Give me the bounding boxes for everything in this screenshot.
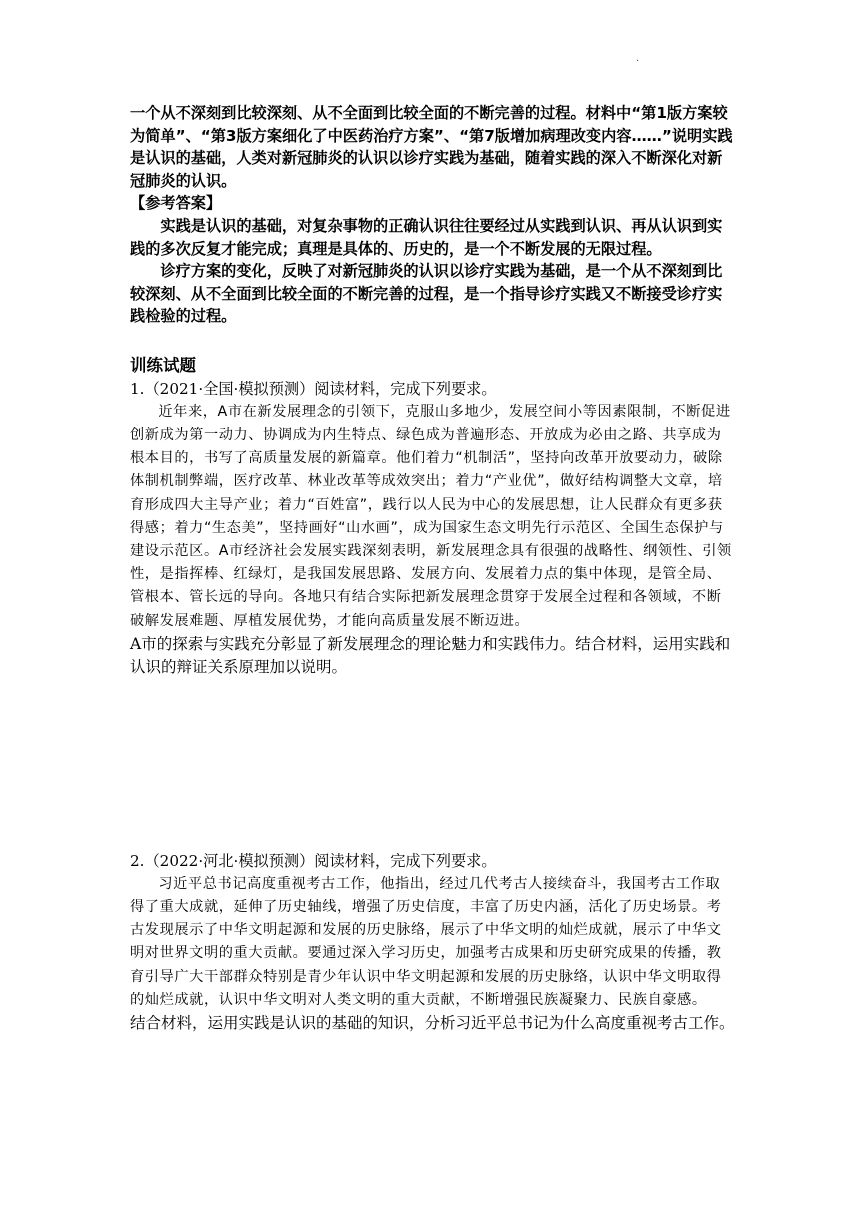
- analysis-block: [130, 102, 735, 328]
- question-2-material: 习近平总书记高度重视考古工作，他指出，经过几代考古人接续奋斗，我国考古工作取得了重大成就，延伸了历史轴线，增强了历史信度，丰富了历史内涵，活化了历史场景。考古发现展示了中华文明起源和发展的历史脉络，展示了中华文明的灿烂成就，展示了中华文明对世界文明的重大贡献。要通过深入学习历史，加强考古成果和历史研究成果的传播，教育引导广大干部群众特别是青少年认识中华文明起源和发展的历史脉络，认识中华文明取得的灿烂成就，认识中华文明对人类文明的重大贡献，不断增强民族凝聚力、民族自豪感。: [130, 875, 722, 1008]
- answer-paragraph-1: 实践是认识的基础，对复杂事物的正确认识往往要经过从实践到认识、再从认识到实践的多次反复才能完成；真理是具体的、历史的，是一个不断发展的无限过程。: [130, 216, 723, 258]
- section-title: 训练试题: [130, 356, 196, 375]
- question-1-material: 近年来，A市在新发展理念的引领下，克服山多地少，发展空间小等因素限制，不断促进创新成为第一动力、协调成为内生特点、绿色成为普遍形态、开放成为必由之路、共享成为根本目的，书写了高质量发展的新篇章。他们着力“机制活”，坚持向改革开放要动力，破除体制机制弊端，医疗改革、林业改革等成效突出；着力“产业优”，做好结构调整大文章，培育形成四大主导产业；着力“百姓富”，践行以人民为中心的发展思想，让人民群众有更多获得感；着力“生态美”，坚持画好“山水画”，成为国家生态文明先行示范区、全国生态保护与建设示范区。A市经济社会发展实践深刻表明，新发展理念具有很强的战略性、纲领性、引领性，是指挥棒、红绿灯，是我国发展思路、发展方向、发展着力点的集中体现，是管全局、管根本、管长远的导向。各地只有结合实际把新发展理念贯穿于发展全过程和各领域，不断破解发展难题、厚植发展优势，才能向高质量发展不断迈进。: [130, 403, 732, 629]
- question-1: [130, 378, 735, 680]
- question-1-requirement: A市的探索与实践充分彰显了新发展理念的理论魅力和实践伟力。结合材料，运用实践和认识的辩证关系原理加以说明。: [130, 634, 731, 677]
- question-2-header: 2.（2022·河北·模拟预测）阅读材料，完成下列要求。: [130, 852, 497, 870]
- question-1-header: 1.（2021·全国·模拟预测）阅读材料，完成下列要求。: [130, 380, 497, 398]
- question-2: [130, 850, 735, 1035]
- answer-paragraph-2: 诊疗方案的变化，反映了对新冠肺炎的认识以诊疗实践为基础，是一个从不深刻到比较深刻、从不全面到比较全面的不断完善的过程，是一个指导诊疗实践又不断接受诊疗实践检验的过程。: [130, 262, 723, 326]
- reference-answer-heading: 【参考答案】: [130, 194, 222, 213]
- intro-paragraph: 一个从不深刻到比较深刻、从不全面到比较全面的不断完善的过程。材料中“第1版方案较为简单”、“第3版方案细化了中医药治疗方案”、“第7版增加病理改变内容……”说明实践是认识的基础，人类对新冠肺炎的认识以诊疗实践为基础，随着实践的深入不断深化对新冠肺炎的认识。: [130, 104, 733, 190]
- question-2-requirement: 结合材料，运用实践是认识的基础的知识，分析习近平总书记为什么高度重视考古工作。: [130, 1013, 735, 1032]
- header-mark: ·: [636, 56, 640, 67]
